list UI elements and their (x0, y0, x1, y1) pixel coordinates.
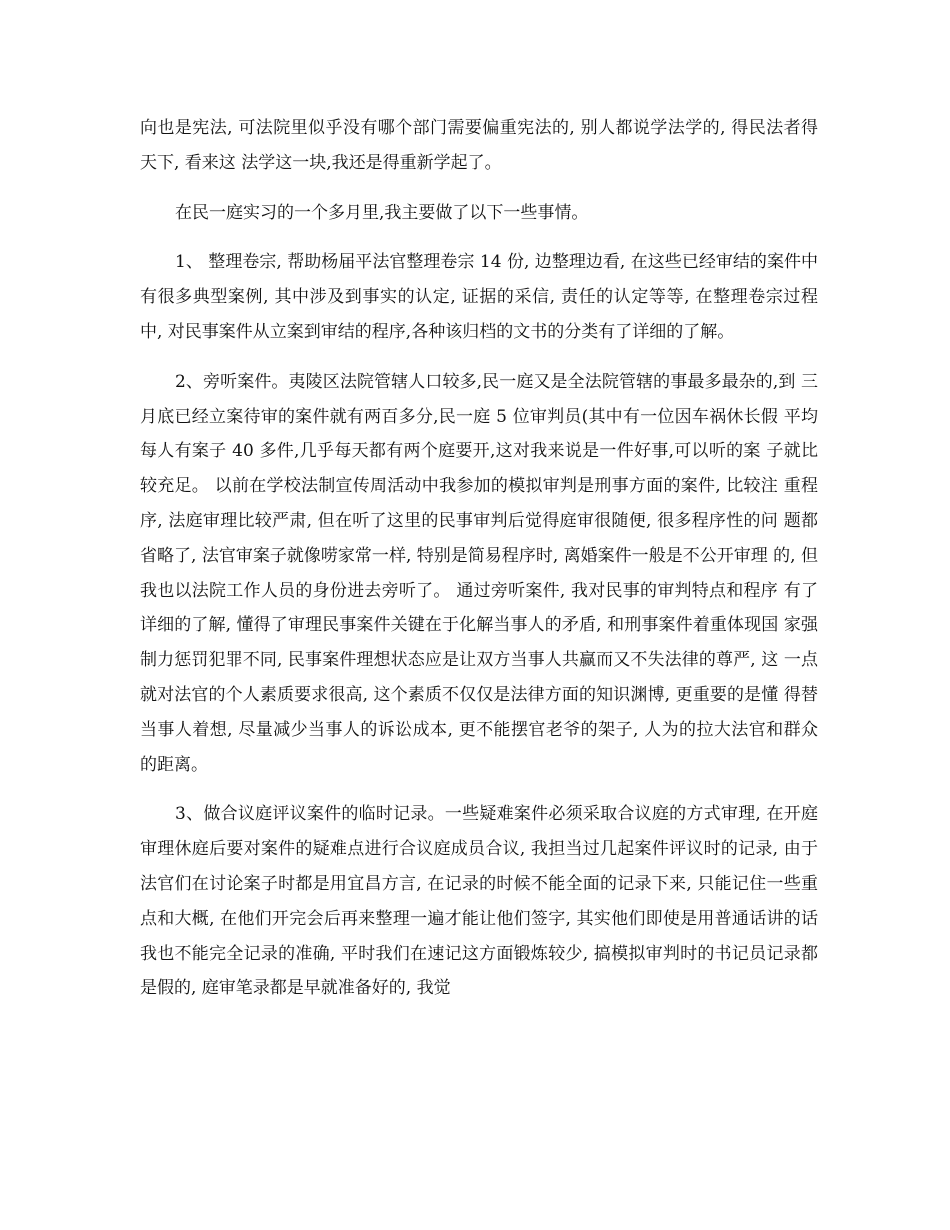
paragraph-internship-summary: 在民一庭实习的一个多月里,我主要做了以下一些事情。 (175, 202, 589, 223)
paragraph-item-1-organize-files: 1、 整理卷宗, 帮助杨届平法官整理卷宗 14 份, 边整理边看, 在这些已经审结的案件中 有很多典型案例, 其中涉及到事实的认定, 证据的采信, 责任的认定等等, 在整理卷宗过程 中, 对民事案件从立案到审结的程序,各种该归档的文书的分类有了详细的了解。 (140, 252, 818, 342)
paragraph-item-2-attend-hearings: 2、旁听案件。夷陵区法院管辖人口较多,民一庭又是全法院管辖的事最多最杂的,到 三月底已经立案待审的案件就有两百多分,民一庭 5 位审判员(其中有一位因车祸休长假 平均每人有案子 40 多件,几乎每天都有两个庭要开,这对我来说是一件好事,可以听的案 子就比较充足。 以前在学校法制宣传周活动中我参加的模拟审判是刑事方面的案件, 比较注 重程序, 法庭审理比较严肃, 但在听了这里的民事审判后觉得庭审很随便, 很多程序性的问 题都省略了, 法官审案子就像唠家常一样, 特别是简易程序时, 离婚案件一般是不公开审理 的, 但我也以法院工作人员的身份进去旁听了。 通过旁听案件, 我对民事的审判特点和程序 有了详细的了解, 懂得了审理民事案件关键在于化解当事人的矛盾, 和刑事案件着重体现国 家强制力惩罚犯罪不同, 民事案件理想状态应是让双方当事人共赢而又不失法律的尊严, 这 一点就对法官的个人素质要求很高, 这个素质不仅仅是法律方面的知识渊博, 更重要的是懂 得替当事人着想, 尽量减少当事人的诉讼成本, 更不能摆官老爷的架子, 人为的拉大法官和群众的距离。 (140, 371, 818, 775)
document-body (140, 111, 818, 1021)
paragraph-item-3-panel-records: 3、做合议庭评议案件的临时记录。一些疑难案件必须采取合议庭的方式审理, 在开庭 审理休庭后要对案件的疑难点进行合议庭成员合议, 我担当过几起案件评议时的记录, 由于 法官们在讨论案子时都是用宜昌方言, 在记录的时候不能全面的记录下来, 只能记住一些重 点和大概, 在他们开完会后再来整理一遍才能让他们签字, 其实他们即使是用普通话讲的话 我也不能完全记录的准确, 平时我们在速记这方面锻炼较少, 搞模拟审判时的书记员记录都 是假的, 庭审笔录都是早就准备好的, 我觉 (140, 804, 818, 999)
paragraph-intro-continuation: 向也是宪法, 可法院里似乎没有哪个部门需要偏重宪法的, 别人都说学法学的, 得民法者得天下, 看来这 法学这一块,我还是得重新学起了。 (140, 118, 818, 173)
